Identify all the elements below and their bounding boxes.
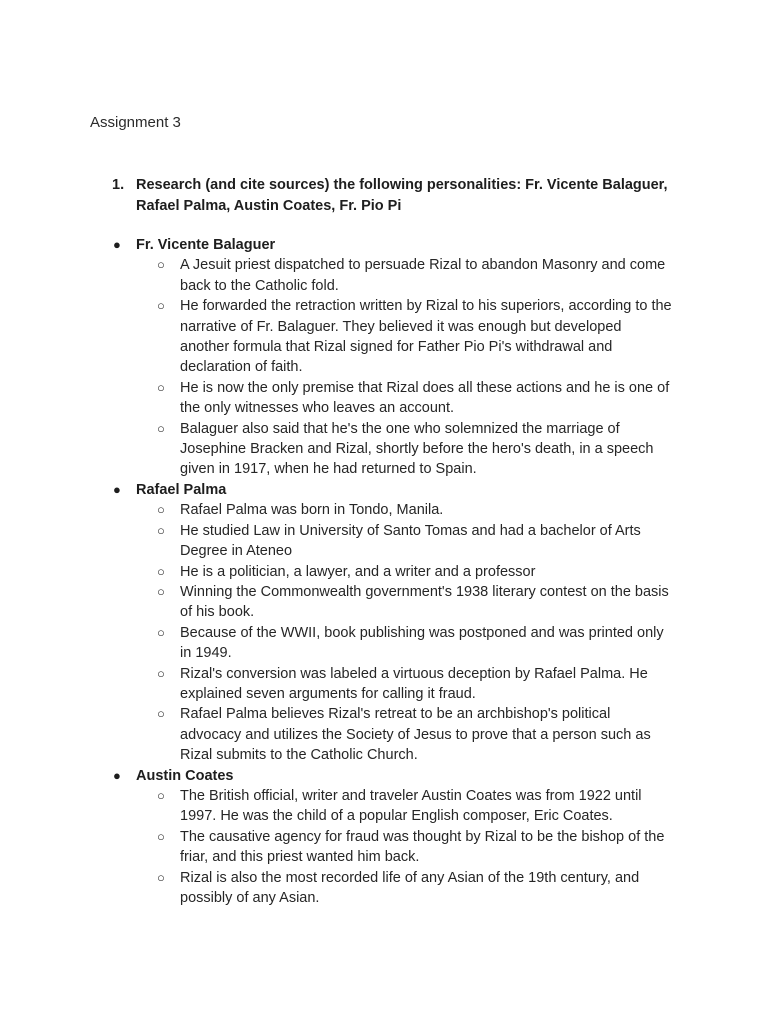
circle-bullet-icon: ○ <box>157 706 165 722</box>
list-item <box>112 255 672 296</box>
list-item-text: Rafael Palma was born in Tondo, Manila. <box>180 502 444 519</box>
list-item <box>112 378 672 419</box>
question-text: Research (and cite sources) the following personalities: Fr. Vicente Balaguer, Rafael Palma, Austin Coates, Fr. Pio Pi <box>136 177 668 214</box>
section-heading <box>112 480 682 500</box>
list-item <box>112 623 672 664</box>
list-item-text: Because of the WWII, book publishing was postponed and was printed only in 1949. <box>180 624 664 662</box>
circle-bullet-icon: ○ <box>157 522 165 538</box>
circle-bullet-icon: ○ <box>157 828 165 844</box>
circle-bullet-icon: ○ <box>157 502 165 518</box>
sections-list <box>112 235 682 908</box>
section-heading <box>112 766 682 786</box>
list-item-text: Rafael Palma believes Rizal's retreat to be an archbishop's political advocacy and utilizes the Society of Jesus to prove that a person such as Rizal submits to the Catholic Church. <box>180 706 651 764</box>
list-item <box>112 500 672 520</box>
section-palma <box>112 480 682 766</box>
list-item <box>112 521 672 562</box>
list-item-text: Winning the Commonwealth government's 1938 literary contest on the basis of his book. <box>180 583 669 621</box>
circle-bullet-icon: ○ <box>157 257 165 273</box>
list-item-text: He is a politician, a lawyer, and a writer and a professor <box>180 563 536 580</box>
question-1 <box>112 175 672 217</box>
section-heading-text: Austin Coates <box>136 767 234 784</box>
section-items <box>112 500 682 765</box>
section-balaguer <box>112 235 682 480</box>
list-item-text: He forwarded the retraction written by Rizal to his superiors, according to the narrative of Fr. Balaguer. They believed it was enough but developed another formula that Rizal signed for Father Pio Pi's withdrawal and declaration of faith. <box>180 298 672 376</box>
list-item-text: Balaguer also said that he's the one who solemnized the marriage of Josephine Bracken and Rizal, shortly before the hero's death, in a speech given in 1917, when he had returned to Spain. <box>180 420 654 478</box>
list-item-text: Rizal's conversion was labeled a virtuous deception by Rafael Palma. He explained seven arguments for calling it fraud. <box>180 665 648 702</box>
section-coates <box>112 766 682 909</box>
circle-bullet-icon: ○ <box>157 583 165 599</box>
list-item <box>112 786 672 827</box>
list-item <box>112 868 672 909</box>
list-item <box>112 419 672 480</box>
circle-bullet-icon: ○ <box>157 665 165 681</box>
list-item <box>112 296 672 378</box>
list-item-text: The causative agency for fraud was thought by Rizal to be the bishop of the friar, and this priest wanted him back. <box>180 828 665 866</box>
list-item <box>112 664 672 705</box>
list-item <box>112 562 672 582</box>
section-heading-text: Rafael Palma <box>136 481 227 498</box>
list-item-text: A Jesuit priest dispatched to persuade Rizal to abandon Masonry and come back to the Catholic fold. <box>180 257 666 294</box>
circle-bullet-icon: ○ <box>157 298 165 314</box>
circle-bullet-icon: ○ <box>157 869 165 885</box>
circle-bullet-icon: ○ <box>157 420 165 436</box>
section-heading <box>112 235 682 255</box>
list-item <box>112 827 672 868</box>
list-item <box>112 704 672 765</box>
list-item-text: He is now the only premise that Rizal does all these actions and he is one of the only witnesses who leaves an account. <box>180 379 670 417</box>
bullet-icon: ● <box>113 481 121 497</box>
list-item-text: The British official, writer and traveler Austin Coates was from 1922 until 1997. He was the child of a popular English composer, Eric Coates. <box>180 787 642 825</box>
circle-bullet-icon: ○ <box>157 624 165 640</box>
bullet-icon: ● <box>113 767 121 783</box>
circle-bullet-icon: ○ <box>157 787 165 803</box>
circle-bullet-icon: ○ <box>157 379 165 395</box>
list-item <box>112 582 672 623</box>
section-items <box>112 786 682 908</box>
section-heading-text: Fr. Vicente Balaguer <box>136 237 276 253</box>
document-title: Assignment 3 <box>90 114 181 131</box>
bullet-icon: ● <box>113 237 121 252</box>
list-item-text: Rizal is also the most recorded life of any Asian of the 19th century, and possibly of any Asian. <box>180 869 640 906</box>
section-items <box>112 255 682 479</box>
list-item-text: He studied Law in University of Santo Tomas and had a bachelor of Arts Degree in Ateneo <box>180 522 641 560</box>
circle-bullet-icon: ○ <box>157 563 165 579</box>
question-number: 1. <box>112 177 125 193</box>
